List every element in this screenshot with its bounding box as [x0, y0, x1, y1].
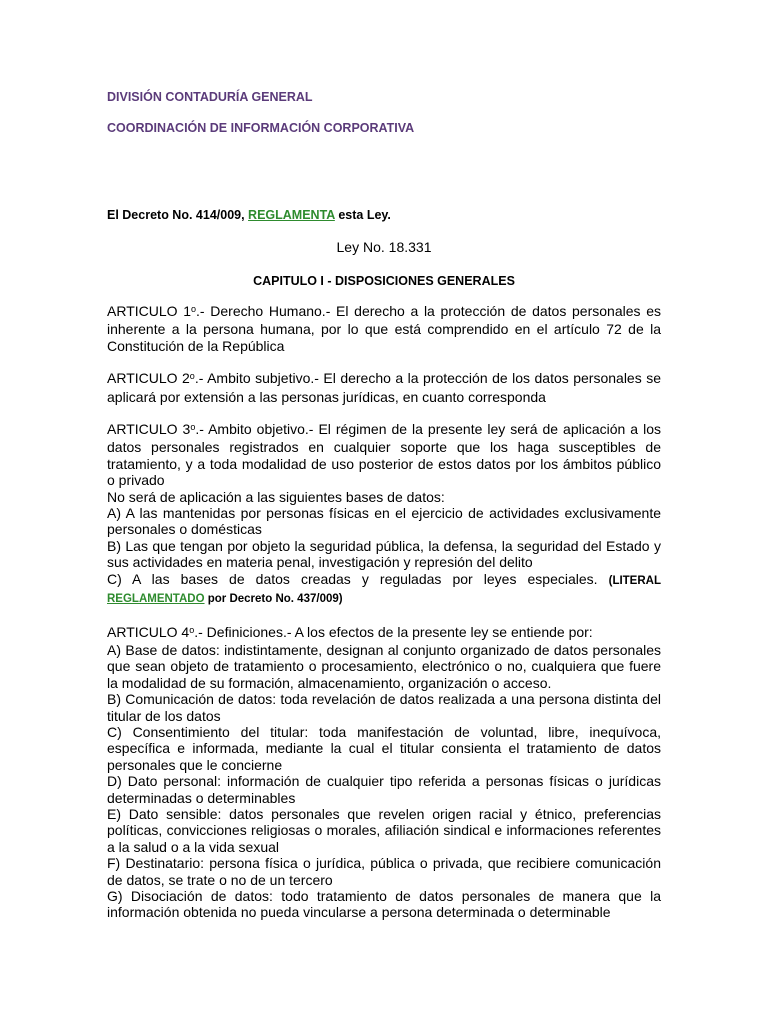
reglamentado-link[interactable]: REGLAMENTADO — [107, 593, 205, 606]
list-item-text: C) A las bases de datos creadas y reguladas por leyes especiales. — [107, 570, 609, 587]
article-3-item-a: A) A las mantenidas por personas físicas en el ejercicio de actividades exclusivamente personales o domésticas — [107, 505, 661, 538]
decree-line — [107, 208, 391, 222]
definition-e: E) Dato sensible: datos personales que revelen origen racial y étnico, preferencias políticas, convicciones religiosas o morales, afiliación sindical e informaciones referentes a la salud o a la vida sexual — [107, 805, 661, 855]
law-number: Ley No. 18.331 — [336, 239, 432, 255]
article-1 — [107, 303, 661, 354]
decree-suffix: esta Ley. — [334, 208, 391, 222]
article-3-item-b: B) Las que tengan por objeto la seguridad pública, la defensa, la seguridad del Estado y sus actividades en materia penal, investigación y represión del delito — [107, 537, 661, 571]
coordination-heading: COORDINACIÓN DE INFORMACIÓN CORPORATIVA — [107, 121, 415, 135]
article-ordinal: o — [190, 422, 196, 433]
article-3-intro: No será de aplicación a las siguientes bases de datos: — [107, 488, 445, 505]
article-2 — [107, 370, 661, 405]
reglamenta-link[interactable]: REGLAMENTA — [248, 208, 335, 222]
definition-b: B) Comunicación de datos: toda revelación de datos realizada a una persona distinta del titular de los datos — [107, 691, 661, 724]
article-text: .- Derecho Humano.- El derecho a la protección de datos personales es inherente a la persona humana, por lo que está comprendido en el artículo 72 de la Constitución de la República — [107, 303, 661, 354]
article-label: ARTICULO 1 — [107, 303, 192, 319]
definition-c: C) Consentimiento del titular: toda manifestación de voluntad, libre, inequívoca, específica e informada, mediante la cual el titular consienta el tratamiento de datos personales que le concierne — [107, 723, 661, 773]
article-ordinal: o — [191, 304, 197, 314]
definition-g: G) Disociación de datos: todo tratamiento de datos personales de manera que la información obtenida no pueda vincularse a persona determinada o determinable — [107, 888, 661, 921]
document-body — [107, 303, 661, 921]
article-text: .- Ambito objetivo.- El régimen de la presente ley será de aplicación a los datos personales registrados en cualquier soporte que los haga susceptibles de tratamiento, y a toda modalidad de uso posterior de estos datos por los ámbitos público o privado — [107, 421, 661, 489]
definition-d: D) Dato personal: información de cualquier tipo referida a personas físicas o jurídicas determinadas o determinables — [107, 773, 661, 806]
note-prefix: (LITERAL — [608, 574, 661, 587]
decree-prefix: El Decreto No. 414/009, — [107, 208, 249, 222]
article-3-item-c — [107, 571, 661, 608]
note-suffix: por Decreto No. 437/009) — [204, 593, 343, 606]
definition-f: F) Destinatario: persona física o jurídica, pública o privada, que recibiere comunicación de datos, se trate o no de un tercero — [107, 855, 661, 888]
article-text: .- Definiciones.- A los efectos de la presente ley se entiende por: — [194, 623, 593, 640]
chapter-title: CAPITULO I - DISPOSICIONES GENERALES — [253, 274, 515, 288]
article-label: ARTICULO 2 — [107, 370, 190, 387]
article-ordinal: o — [189, 624, 195, 635]
article-label: ARTICULO 4 — [107, 623, 190, 640]
division-heading: DIVISIÓN CONTADURÍA GENERAL — [107, 90, 313, 104]
article-text: .- Ambito subjetivo.- El derecho a la protección de los datos personales se aplicará por extensión a las personas jurídicas, en cuanto corresponda — [107, 370, 661, 405]
article-4 — [107, 624, 661, 642]
definition-a: A) Base de datos: indistintamente, designan al conjunto organizado de datos personales que sean objeto de tratamiento o procesamiento, electrónico o no, cualquiera que fuere la modalidad de su formación, almacenamiento, organización o acceso. — [107, 641, 661, 691]
article-ordinal: o — [189, 371, 195, 382]
article-label: ARTICULO 3 — [107, 421, 191, 438]
article-3 — [107, 421, 661, 489]
